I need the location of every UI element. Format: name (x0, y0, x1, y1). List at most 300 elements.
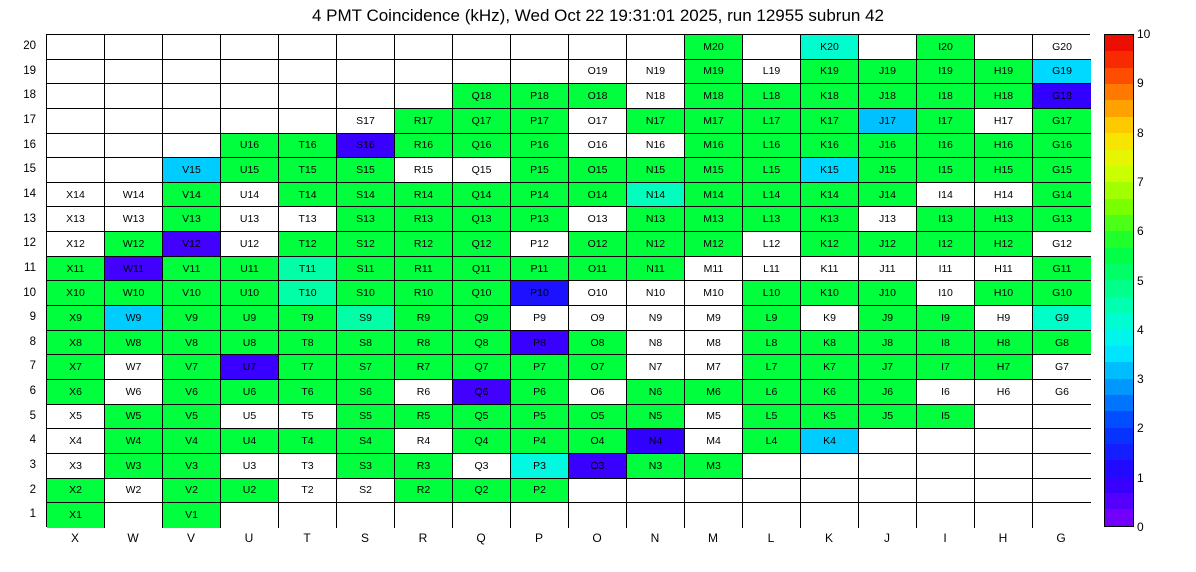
heatmap-cell: M13 (685, 207, 743, 232)
heatmap-cell: L13 (743, 207, 801, 232)
x-tick-label: P (534, 531, 543, 545)
heatmap-cell-empty (47, 134, 105, 159)
heatmap-cell: V15 (163, 158, 221, 183)
heatmap-cell: T12 (279, 232, 337, 257)
heatmap-cell-empty (859, 479, 917, 504)
heatmap-cell: Q16 (453, 134, 511, 159)
heatmap-cell: S6 (337, 380, 395, 405)
heatmap-cell: K19 (801, 60, 859, 85)
heatmap-cell-empty (453, 503, 511, 528)
heatmap-cell-empty (453, 60, 511, 85)
heatmap-cell: W12 (105, 232, 163, 257)
heatmap-cell: I10 (917, 281, 975, 306)
heatmap-cell: L7 (743, 355, 801, 380)
heatmap-cell: H7 (975, 355, 1033, 380)
heatmap-cell-empty (917, 429, 975, 454)
colorbar-tick-label: 2 (1137, 421, 1144, 436)
heatmap-cell: P13 (511, 207, 569, 232)
heatmap-cell: O15 (569, 158, 627, 183)
heatmap-cell-empty (801, 503, 859, 528)
x-tick-label: N (650, 531, 660, 545)
heatmap-cell-empty (1033, 405, 1091, 430)
heatmap-cell-empty (163, 109, 221, 134)
heatmap-cell: V5 (163, 405, 221, 430)
y-tick-label: 3 (29, 459, 36, 472)
heatmap-cell: I15 (917, 158, 975, 183)
heatmap-cell: W9 (105, 306, 163, 331)
y-tick-label: 13 (23, 212, 36, 225)
heatmap-cell: S13 (337, 207, 395, 232)
heatmap-cell: G18 (1033, 84, 1091, 109)
y-tick-label: 14 (23, 187, 36, 200)
heatmap-cell: R9 (395, 306, 453, 331)
heatmap-cell: J10 (859, 281, 917, 306)
heatmap-cell: H12 (975, 232, 1033, 257)
heatmap-cell: R10 (395, 281, 453, 306)
heatmap-cell: M4 (685, 429, 743, 454)
y-tick-label: 6 (29, 385, 36, 398)
heatmap-cell: L11 (743, 257, 801, 282)
heatmap-cell: O9 (569, 306, 627, 331)
y-tick-label: 11 (24, 261, 36, 274)
heatmap-cell: J6 (859, 380, 917, 405)
heatmap-cell: U5 (221, 405, 279, 430)
heatmap-cell: M9 (685, 306, 743, 331)
colorbar-band (1105, 411, 1133, 427)
page-title: 4 PMT Coincidence (kHz), Wed Oct 22 19:31:01 2025, run 12955 subrun 42 (311, 6, 885, 25)
heatmap-cell: X1 (47, 503, 105, 528)
colorbar-band (1105, 117, 1133, 133)
heatmap-cell: P9 (511, 306, 569, 331)
y-tick-label: 8 (29, 335, 36, 348)
heatmap-cell-empty (917, 454, 975, 479)
heatmap-cell: R12 (395, 232, 453, 257)
heatmap-cell: N6 (627, 380, 685, 405)
heatmap-cell-empty (685, 503, 743, 528)
heatmap-cell-empty (105, 158, 163, 183)
heatmap-cell: M8 (685, 331, 743, 356)
heatmap-cell: N10 (627, 281, 685, 306)
x-tick-label: G (1056, 531, 1066, 545)
heatmap-cell: H14 (975, 183, 1033, 208)
heatmap-cell: L10 (743, 281, 801, 306)
heatmap-cell: P11 (511, 257, 569, 282)
heatmap-cell: S8 (337, 331, 395, 356)
heatmap-cell: Q15 (453, 158, 511, 183)
heatmap-cell: T13 (279, 207, 337, 232)
heatmap-cell: J15 (859, 158, 917, 183)
heatmap-cell-empty (1033, 479, 1091, 504)
heatmap-cell: U3 (221, 454, 279, 479)
y-tick-label: 18 (23, 89, 36, 102)
heatmap-cell: T9 (279, 306, 337, 331)
heatmap-cell: K5 (801, 405, 859, 430)
heatmap-cell: M7 (685, 355, 743, 380)
colorbar-band (1105, 444, 1133, 460)
heatmap-cell: J19 (859, 60, 917, 85)
heatmap-cell: S2 (337, 479, 395, 504)
y-tick-label: 5 (29, 409, 36, 422)
heatmap-cell: W8 (105, 331, 163, 356)
heatmap-cell: U16 (221, 134, 279, 159)
heatmap-cell: Q18 (453, 84, 511, 109)
heatmap-cell-empty (221, 35, 279, 60)
heatmap-cell: M3 (685, 454, 743, 479)
x-tick-label: X (70, 531, 79, 545)
colorbar-band (1105, 509, 1133, 525)
heatmap-cell: O16 (569, 134, 627, 159)
colorbar-band (1105, 477, 1133, 493)
x-tick-label: W (127, 531, 139, 545)
colorbar-band (1105, 329, 1133, 345)
heatmap-cell: X14 (47, 183, 105, 208)
heatmap-cell: X2 (47, 479, 105, 504)
colorbar-band (1105, 133, 1133, 149)
heatmap-cell: J12 (859, 232, 917, 257)
heatmap-cell: J11 (859, 257, 917, 282)
heatmap-cell: G20 (1033, 35, 1091, 60)
heatmap-cell: T8 (279, 331, 337, 356)
heatmap-cell: Q2 (453, 479, 511, 504)
heatmap-cell: R2 (395, 479, 453, 504)
heatmap-cell: L6 (743, 380, 801, 405)
heatmap-cell-empty (47, 109, 105, 134)
heatmap-cell: T4 (279, 429, 337, 454)
heatmap-cell: P12 (511, 232, 569, 257)
heatmap-cell: G9 (1033, 306, 1091, 331)
colorbar (1104, 34, 1134, 527)
heatmap-cell: P3 (511, 454, 569, 479)
heatmap-cell: O12 (569, 232, 627, 257)
y-tick-label: 4 (29, 434, 36, 447)
heatmap-cell: S11 (337, 257, 395, 282)
heatmap-cell: O11 (569, 257, 627, 282)
heatmap-cell: P17 (511, 109, 569, 134)
heatmap-cell: K13 (801, 207, 859, 232)
heatmap-cell-empty (221, 109, 279, 134)
heatmap-cell: T14 (279, 183, 337, 208)
heatmap-cell: L9 (743, 306, 801, 331)
heatmap-cell: J16 (859, 134, 917, 159)
heatmap-cell-empty (105, 109, 163, 134)
heatmap-cell: L5 (743, 405, 801, 430)
colorbar-tick-label: 10 (1137, 27, 1151, 41)
heatmap-cell: Q8 (453, 331, 511, 356)
colorbar-band (1105, 313, 1133, 329)
heatmap-cell-empty (627, 479, 685, 504)
heatmap-cell: U7 (221, 355, 279, 380)
heatmap-cell: X7 (47, 355, 105, 380)
heatmap-cell: K15 (801, 158, 859, 183)
heatmap-cell: M5 (685, 405, 743, 430)
x-tick-label: M (708, 531, 718, 545)
heatmap-cell: O10 (569, 281, 627, 306)
heatmap-cell-empty (47, 84, 105, 109)
heatmap-cell: V7 (163, 355, 221, 380)
heatmap-cell: T2 (279, 479, 337, 504)
heatmap-cell: W13 (105, 207, 163, 232)
heatmap-cell: U15 (221, 158, 279, 183)
heatmap-cell: R13 (395, 207, 453, 232)
heatmap-cell: W7 (105, 355, 163, 380)
colorbar-band (1105, 379, 1133, 395)
heatmap-cell: N18 (627, 84, 685, 109)
heatmap-cell: S9 (337, 306, 395, 331)
heatmap-cell: W14 (105, 183, 163, 208)
colorbar-band (1105, 166, 1133, 182)
heatmap-cell: V9 (163, 306, 221, 331)
heatmap-cell: O14 (569, 183, 627, 208)
heatmap-cell: O4 (569, 429, 627, 454)
heatmap-cell: I6 (917, 380, 975, 405)
heatmap-cell-empty (395, 35, 453, 60)
heatmap-cell: X12 (47, 232, 105, 257)
heatmap-cell-empty (337, 84, 395, 109)
heatmap-cell-empty (743, 479, 801, 504)
heatmap-cell: O18 (569, 84, 627, 109)
heatmap-cell: N12 (627, 232, 685, 257)
colorbar-band (1105, 280, 1133, 296)
heatmap-cell: O6 (569, 380, 627, 405)
heatmap-cell: I7 (917, 355, 975, 380)
colorbar-band (1105, 84, 1133, 100)
heatmap-cell: I14 (917, 183, 975, 208)
heatmap-cell: S17 (337, 109, 395, 134)
colorbar-band (1105, 248, 1133, 264)
heatmap-cell: Q3 (453, 454, 511, 479)
y-tick-label: 19 (23, 64, 36, 77)
heatmap-cell: U9 (221, 306, 279, 331)
colorbar-band (1105, 150, 1133, 166)
heatmap-cell: M10 (685, 281, 743, 306)
heatmap-cell: S4 (337, 429, 395, 454)
heatmap-cell: H19 (975, 60, 1033, 85)
colorbar-band (1105, 493, 1133, 509)
heatmap-cell-empty (801, 479, 859, 504)
heatmap-cell-empty (569, 35, 627, 60)
heatmap-cell-empty (1033, 503, 1091, 528)
x-tick-label: S (360, 531, 369, 545)
heatmap-cell: J5 (859, 405, 917, 430)
heatmap-cell: R16 (395, 134, 453, 159)
heatmap-cell: G17 (1033, 109, 1091, 134)
heatmap-cell: V11 (163, 257, 221, 282)
heatmap-cell: M12 (685, 232, 743, 257)
heatmap-cell: Q10 (453, 281, 511, 306)
heatmap-cell-empty (743, 35, 801, 60)
heatmap-cell: J8 (859, 331, 917, 356)
heatmap-cell: V4 (163, 429, 221, 454)
heatmap-cell: R6 (395, 380, 453, 405)
heatmap-cell: P6 (511, 380, 569, 405)
heatmap-cell-empty (47, 158, 105, 183)
heatmap-cell: K11 (801, 257, 859, 282)
heatmap-cell: X11 (47, 257, 105, 282)
heatmap-cell: V10 (163, 281, 221, 306)
colorbar-tick-label: 3 (1137, 372, 1144, 387)
colorbar-band (1105, 68, 1133, 84)
heatmap-cell-empty (1033, 429, 1091, 454)
heatmap-cell-empty (337, 60, 395, 85)
heatmap-cell: H16 (975, 134, 1033, 159)
heatmap-cell: U6 (221, 380, 279, 405)
heatmap-cell: U11 (221, 257, 279, 282)
heatmap-cell: Q7 (453, 355, 511, 380)
heatmap-cell-empty (105, 503, 163, 528)
heatmap-cell: K9 (801, 306, 859, 331)
heatmap-cell-empty (1033, 454, 1091, 479)
heatmap-cell: H10 (975, 281, 1033, 306)
heatmap-cell: I13 (917, 207, 975, 232)
heatmap-cell: V8 (163, 331, 221, 356)
heatmap-cell-empty (105, 35, 163, 60)
y-tick-label: 17 (23, 113, 36, 126)
x-tick-label: V (186, 531, 195, 545)
heatmap-cell-empty (627, 503, 685, 528)
heatmap-cell: T11 (279, 257, 337, 282)
heatmap-cell: H13 (975, 207, 1033, 232)
heatmap-cell: S3 (337, 454, 395, 479)
heatmap-cell: T7 (279, 355, 337, 380)
heatmap-cell: K6 (801, 380, 859, 405)
y-tick-label: 2 (29, 483, 36, 496)
heatmap-cell-empty (395, 503, 453, 528)
heatmap-cell: N9 (627, 306, 685, 331)
heatmap-cell: V3 (163, 454, 221, 479)
heatmap-cell-empty (105, 84, 163, 109)
x-tick-label: H (998, 531, 1008, 545)
heatmap-cell: L17 (743, 109, 801, 134)
heatmap-cell: K17 (801, 109, 859, 134)
heatmap-cell: T16 (279, 134, 337, 159)
heatmap-cell: U8 (221, 331, 279, 356)
heatmap-cell: Q4 (453, 429, 511, 454)
heatmap-cell: X3 (47, 454, 105, 479)
heatmap-cell: U10 (221, 281, 279, 306)
y-tick-label: 10 (23, 286, 36, 299)
heatmap-cell: R17 (395, 109, 453, 134)
heatmap-cell: G16 (1033, 134, 1091, 159)
heatmap-cell: L8 (743, 331, 801, 356)
colorbar-band (1105, 297, 1133, 313)
heatmap-cell: U12 (221, 232, 279, 257)
x-tick-label: Q (476, 531, 486, 545)
heatmap-cell: R4 (395, 429, 453, 454)
heatmap-cell-empty (975, 454, 1033, 479)
heatmap-grid (46, 34, 1090, 527)
heatmap-cell: P2 (511, 479, 569, 504)
heatmap-cell-empty (627, 35, 685, 60)
heatmap-cell: G6 (1033, 380, 1091, 405)
heatmap-cell: W11 (105, 257, 163, 282)
heatmap-cell: P7 (511, 355, 569, 380)
heatmap-cell: O7 (569, 355, 627, 380)
heatmap-cell: O17 (569, 109, 627, 134)
heatmap-cell: X8 (47, 331, 105, 356)
heatmap-cell: J13 (859, 207, 917, 232)
heatmap-cell: G8 (1033, 331, 1091, 356)
heatmap-cell-empty (511, 60, 569, 85)
heatmap-cell-empty (279, 60, 337, 85)
colorbar-tick-label: 8 (1137, 125, 1144, 140)
colorbar-tick-label: 5 (1137, 273, 1144, 288)
colorbar-tick-label: 4 (1137, 322, 1144, 337)
heatmap-cell: Q14 (453, 183, 511, 208)
heatmap-cell: X5 (47, 405, 105, 430)
heatmap-cell: I17 (917, 109, 975, 134)
heatmap-cell: X10 (47, 281, 105, 306)
heatmap-cell: J17 (859, 109, 917, 134)
heatmap-cell-empty (163, 35, 221, 60)
heatmap-cell-empty (395, 60, 453, 85)
heatmap-cell: L18 (743, 84, 801, 109)
heatmap-cell: I5 (917, 405, 975, 430)
heatmap-cell: T5 (279, 405, 337, 430)
heatmap-cell-empty (859, 503, 917, 528)
heatmap-cell: N17 (627, 109, 685, 134)
heatmap-cell: V6 (163, 380, 221, 405)
heatmap-cell: S5 (337, 405, 395, 430)
heatmap-cell: N11 (627, 257, 685, 282)
heatmap-cell: S7 (337, 355, 395, 380)
heatmap-cell: K7 (801, 355, 859, 380)
heatmap-cell: K18 (801, 84, 859, 109)
heatmap-cell-empty (279, 503, 337, 528)
heatmap-cell: Q6 (453, 380, 511, 405)
colorbar-band (1105, 395, 1133, 411)
heatmap-cell: K4 (801, 429, 859, 454)
x-axis-labels (46, 529, 1090, 549)
colorbar-band (1105, 231, 1133, 247)
heatmap-cell: R3 (395, 454, 453, 479)
heatmap-cell: H8 (975, 331, 1033, 356)
heatmap-cell-empty (917, 479, 975, 504)
heatmap-cell: P15 (511, 158, 569, 183)
heatmap-cell: T6 (279, 380, 337, 405)
heatmap-cell: R8 (395, 331, 453, 356)
heatmap-cell-empty (859, 454, 917, 479)
heatmap-cell: O5 (569, 405, 627, 430)
heatmap-cell: N15 (627, 158, 685, 183)
colorbar-band (1105, 460, 1133, 476)
heatmap-cell: W3 (105, 454, 163, 479)
heatmap-cell: O8 (569, 331, 627, 356)
heatmap-cell: R11 (395, 257, 453, 282)
y-tick-label: 12 (23, 237, 36, 250)
heatmap-cell: O13 (569, 207, 627, 232)
heatmap-cell: V2 (163, 479, 221, 504)
heatmap-cell-empty (221, 84, 279, 109)
heatmap-cell: L14 (743, 183, 801, 208)
heatmap-cell: R14 (395, 183, 453, 208)
heatmap-cell: M20 (685, 35, 743, 60)
heatmap-cell: U13 (221, 207, 279, 232)
heatmap-cell-empty (975, 479, 1033, 504)
plot-area (46, 34, 1090, 544)
x-tick-label: R (418, 531, 428, 545)
heatmap-cell: J9 (859, 306, 917, 331)
heatmap-cell: T3 (279, 454, 337, 479)
heatmap-cell: M18 (685, 84, 743, 109)
heatmap-cell: X9 (47, 306, 105, 331)
heatmap-cell: I12 (917, 232, 975, 257)
heatmap-cell: W6 (105, 380, 163, 405)
heatmap-cell: U2 (221, 479, 279, 504)
colorbar-band (1105, 362, 1133, 378)
heatmap-cell: S16 (337, 134, 395, 159)
heatmap-cell: H18 (975, 84, 1033, 109)
heatmap-cell: U4 (221, 429, 279, 454)
